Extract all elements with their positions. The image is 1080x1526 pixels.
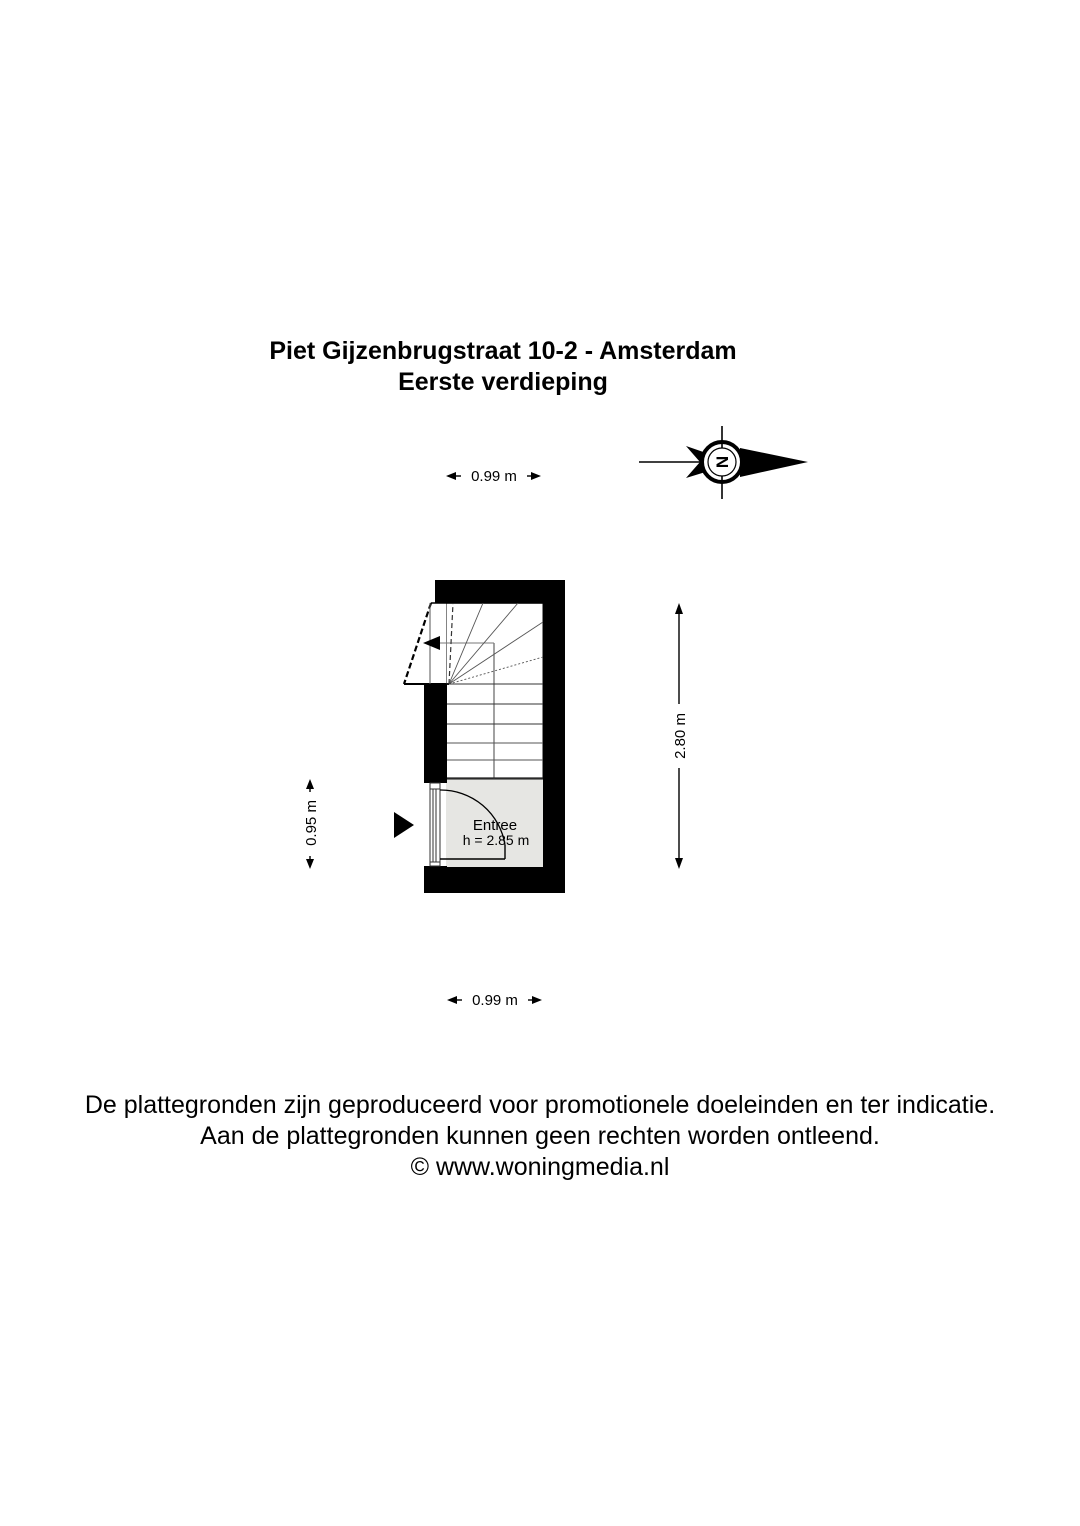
dimension-left-label: 0.95 m bbox=[303, 800, 320, 846]
dimension-top-label: 0.99 m bbox=[471, 468, 517, 485]
north-arrow-compass-icon bbox=[639, 426, 808, 499]
disclaimer-line-2: Aan de plattegronden kunnen geen rechten worden ontleend. bbox=[200, 1122, 880, 1150]
dimension-bottom-width bbox=[447, 992, 542, 1009]
disclaimer-block bbox=[0, 1090, 1080, 1183]
dimension-bottom-label: 0.99 m bbox=[472, 992, 518, 1009]
dimension-top-width bbox=[446, 468, 541, 485]
room-entree-label: Entree bbox=[472, 817, 518, 834]
entrance-arrow-icon bbox=[394, 812, 414, 838]
compass-n-label: N bbox=[712, 455, 732, 469]
dimension-right-height bbox=[672, 603, 689, 869]
dimension-left-opening bbox=[303, 779, 320, 869]
copyright-line: © www.woningmedia.nl bbox=[410, 1153, 670, 1181]
disclaimer-line-1: De plattegronden zijn geproduceerd voor promotionele doeleinden en ter indicatie. bbox=[84, 1091, 996, 1119]
door-frame bbox=[430, 783, 440, 866]
room-entree-height: h = 2.85 m bbox=[462, 832, 530, 848]
dimension-right-label: 2.80 m bbox=[672, 713, 689, 759]
floor-title: Eerste verdieping bbox=[398, 368, 608, 396]
address-title: Piet Gijzenbrugstraat 10-2 - Amsterdam bbox=[269, 337, 737, 365]
